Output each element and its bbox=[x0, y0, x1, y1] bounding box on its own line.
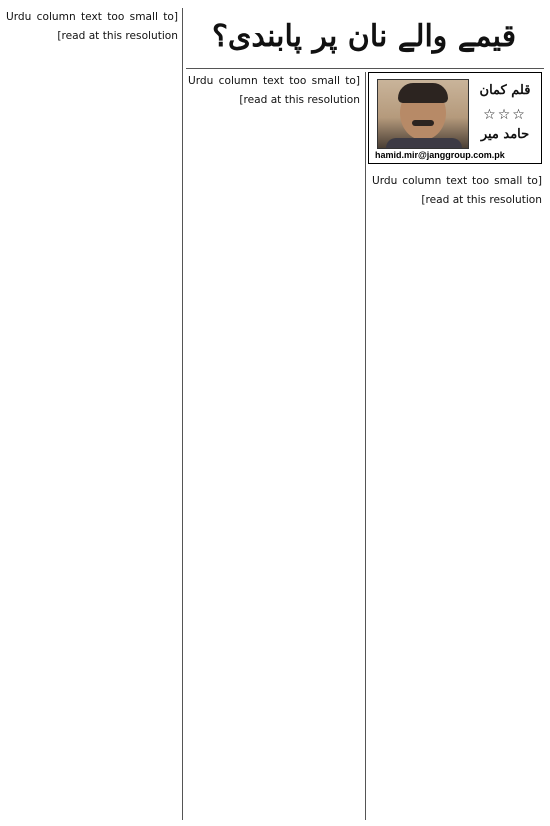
column-text: [Urdu column text too small to read at this resolution] bbox=[188, 75, 360, 106]
star-icon: ☆☆☆ bbox=[483, 107, 527, 123]
author-name: حامد میر bbox=[480, 127, 530, 142]
article-column-3 bbox=[6, 8, 178, 818]
author-email[interactable]: hamid.mir@janggroup.com.pk bbox=[375, 150, 505, 160]
article-title: قیمے والے نان پر پابندی؟ bbox=[211, 18, 517, 54]
author-photo bbox=[377, 79, 469, 149]
column-divider bbox=[365, 72, 366, 820]
columnist-box bbox=[368, 72, 542, 164]
column-divider bbox=[182, 8, 183, 820]
column-brand: قلم کمان bbox=[479, 83, 531, 98]
column-text: [Urdu column text too small to read at this resolution] bbox=[6, 11, 178, 42]
headline-rule bbox=[186, 68, 544, 69]
article-column-2 bbox=[188, 72, 360, 818]
article-column-1 bbox=[372, 172, 542, 818]
column-text: [Urdu column text too small to read at this resolution] bbox=[372, 175, 542, 206]
